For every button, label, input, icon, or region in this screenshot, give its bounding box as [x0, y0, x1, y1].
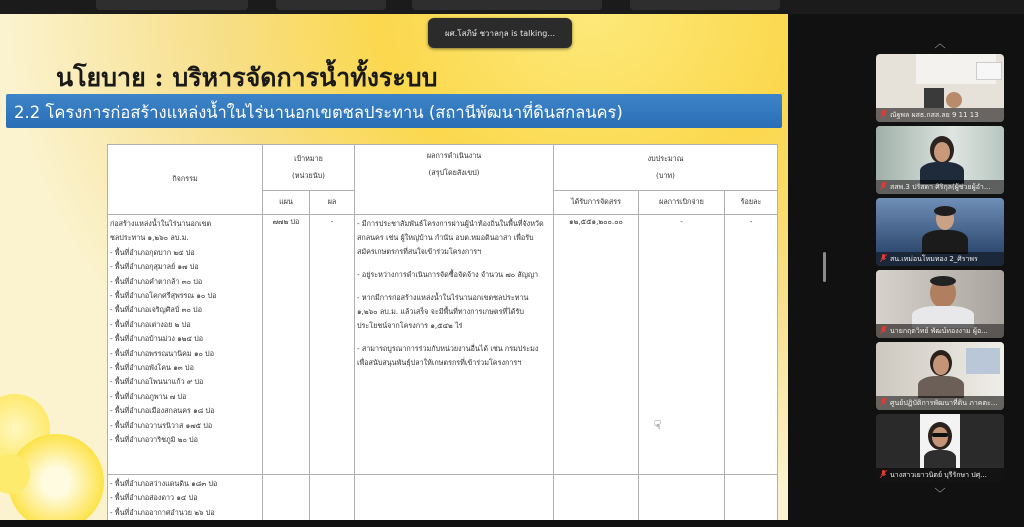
- plan-cell: ๗๗๒ บ่อ: [263, 215, 310, 475]
- mic-muted-icon: [880, 397, 887, 405]
- participant-name-bar: [876, 324, 1004, 338]
- participant-video: [922, 230, 968, 254]
- performance-cell: [355, 215, 554, 475]
- header-performance: [355, 145, 554, 215]
- video-bg: [924, 88, 944, 108]
- active-speaker-banner: ผศ.โสภิษ์ ชวาลกุล is talking...: [428, 18, 572, 48]
- list-item: - พื้นที่อำเภอคำตากล้า ๓๐ บ่อ: [110, 276, 203, 286]
- video-bg: [966, 348, 1000, 374]
- participant-tile[interactable]: [876, 54, 1004, 122]
- mic-muted-icon: [880, 109, 887, 117]
- participant-name: ณัฐพล ผสธ.กสส.ลย 9 11 13: [890, 111, 979, 119]
- list-item: - พื้นที่อำเภอโพนนาแก้ว ๙ บ่อ: [110, 377, 204, 387]
- project-table: [107, 144, 778, 520]
- allocated-cell: [554, 475, 639, 521]
- table-row: [108, 215, 778, 475]
- mic-muted-icon: [880, 253, 887, 261]
- list-item: - พื้นที่อำเภอพรรณนานิคม ๑๐ บ่อ: [110, 348, 215, 358]
- list-item: - พื้นที่อำเภอวาริชภูมิ ๒๐ บ่อ: [110, 435, 198, 445]
- list-item: - พื้นที่อำเภอเมืองสกลนคร ๑๘ บ่อ: [110, 406, 215, 416]
- top-toolbar: [0, 0, 1024, 14]
- header-performance-sub: (สรุปโดยสังเขป): [428, 168, 480, 177]
- activity-list: [110, 477, 260, 520]
- header-disbursed: ผลการเบิกจ่าย: [639, 191, 725, 215]
- participant-video: [933, 355, 949, 375]
- activity-cell: [108, 215, 263, 475]
- participant-video: [932, 427, 948, 447]
- header-budget: [554, 145, 778, 191]
- percent-cell: -: [725, 215, 778, 475]
- participant-name-bar: [876, 108, 1004, 122]
- participant-tile[interactable]: [876, 126, 1004, 194]
- list-item: - พื้นที่อำเภอเจริญศิลป์ ๓๐ บ่อ: [110, 305, 203, 315]
- chevron-up-icon[interactable]: ︿: [934, 37, 946, 50]
- participant-name: นางสาวเยาวนิตย์ บุรีรักษา ปศุ...: [890, 471, 987, 479]
- subtitle-banner: [6, 94, 782, 128]
- panel-resize-handle[interactable]: [823, 252, 826, 282]
- list-item: - พื้นที่อำเภอส่องดาว ๑๔ บ่อ: [110, 493, 198, 503]
- participant-tile[interactable]: [876, 198, 1004, 266]
- list-item: - พื้นที่อำเภอเต่างอย ๒ บ่อ: [110, 319, 191, 329]
- participant-video: [946, 92, 962, 108]
- chevron-down-icon[interactable]: ﹀: [934, 487, 946, 500]
- participant-name: สสพ.3 ปรัสดา ศิริกุล(ผู้ช่วยผู้อำ...: [890, 183, 991, 191]
- participant-tile[interactable]: [876, 342, 1004, 410]
- toolbar-tab[interactable]: [276, 0, 386, 10]
- header-percent: ร้อยละ: [725, 191, 778, 215]
- allocated-cell: ๑๒,๕๕๑,๒๐๐.๐๐: [554, 215, 639, 475]
- participant-video: [934, 142, 950, 162]
- participant-video: [934, 206, 956, 216]
- participant-name-bar: [876, 468, 1004, 482]
- mic-muted-icon: [880, 325, 887, 333]
- participant-tile[interactable]: [876, 414, 1004, 482]
- list-item: ก่อสร้างแหล่งน้ำในไร่นานอกเขต: [110, 219, 212, 228]
- list-item: - พื้นที่อำเภอกุสุมาลย์ ๑๗ บ่อ: [110, 262, 199, 272]
- performance-item: - สามารถบูรณาการร่วมกับหน่วยงานอื่นได้ เช่น กรมประมง เพื่อสนับสนุนพันธุ์ปลาให้เกษตรกรที่เข้าร่วมโครงการฯ: [357, 344, 539, 367]
- hand-cursor-icon: ☟: [654, 418, 662, 432]
- disbursed-cell: [639, 475, 725, 521]
- disbursed-cell: -: [639, 215, 725, 475]
- video-bg: [976, 62, 1002, 80]
- mic-muted-icon: [880, 181, 887, 189]
- header-plan: แผน: [263, 191, 310, 215]
- activity-list: [110, 217, 260, 448]
- slide-title: นโยบาย : บริหารจัดการน้ำทั้งระบบ: [56, 63, 438, 92]
- header-target: [263, 145, 355, 191]
- list-item: - พื้นที่อำเภอบ้านม่วง ๑๒๔ บ่อ: [110, 334, 204, 344]
- header-budget-label: งบประมาณ: [647, 153, 684, 163]
- list-item: - พื้นที่อำเภอวานรนิวาส ๑๗๕ บ่อ: [110, 420, 213, 430]
- participant-video: [924, 450, 956, 468]
- participant-tile[interactable]: [876, 270, 1004, 338]
- slide-subtitle: 2.2 โครงการก่อสร้างแหล่งน้ำในไร่นานอกเขตชลประทาน (สถานีพัฒนาที่ดินสกลนคร): [14, 103, 623, 122]
- performance-item: - มีการประชาสัมพันธ์โครงการผ่านผู้นำท้องถิ่นในพื้นที่จังหวัดสกลนคร เช่น ผู้ใหญ่บ้าน กำนัน อบต.หมอดินอาสา เพื่อรับสมัครเกษตรกรที่สนใจเข้าร่วมโครงการฯ: [357, 219, 544, 256]
- header-activity: กิจกรรม: [108, 145, 263, 215]
- performance-list: [357, 217, 551, 370]
- list-item: ชลประทาน ๑,๒๖๐ ลบ.ม.: [110, 233, 189, 243]
- toolbar-tab[interactable]: [630, 0, 780, 10]
- header-target-label: เป้าหมาย: [294, 153, 323, 163]
- list-item: - พื้นที่อำเภอสว่างแดนดิน ๑๘๓ บ่อ: [110, 479, 218, 488]
- toolbar-tab[interactable]: [412, 0, 602, 10]
- header-budget-unit: (บาท): [656, 170, 675, 180]
- participant-name-bar: [876, 396, 1004, 410]
- list-item: - พื้นที่อำเภอพังโคน ๑๓ บ่อ: [110, 363, 194, 373]
- participant-name-bar: [876, 252, 1004, 266]
- toolbar-tab[interactable]: [96, 0, 248, 10]
- percent-cell: [725, 475, 778, 521]
- result-cell: -: [310, 215, 355, 475]
- table-row: [108, 475, 778, 521]
- participant-video: [918, 376, 964, 398]
- participant-video: [930, 276, 956, 286]
- activity-cell: [108, 475, 263, 521]
- header-performance-label: ผลการดำเนินงาน: [426, 151, 482, 160]
- shared-screen-slide: [0, 14, 788, 520]
- participant-name: ศูนย์ปฏิบัติการพัฒนาที่ดิน ภาคตะ...: [890, 399, 998, 407]
- result-cell: [310, 475, 355, 521]
- performance-item: - หากมีการก่อสร้างแหล่งน้ำในไร่นานอกเขตชลประทาน ๑,๒๖๐ ลบ.ม. แล้วเสร็จ จะมีพื้นที่ทางการเกษตรที่ได้รับประโยชน์จากโครงการ ๑,๕๔๒ ไร่: [357, 293, 529, 330]
- list-item: - พื้นที่อำเภอโคกศรีสุพรรณ ๑๐ บ่อ: [110, 291, 217, 301]
- header-allocated: ได้รับการจัดสรร: [554, 191, 639, 215]
- participant-name: นายกฤตวิทย์ พัฒน์ทองงาม ผู้อ...: [890, 327, 988, 335]
- plan-cell: [263, 475, 310, 521]
- mic-muted-icon: [880, 469, 887, 477]
- performance-item: - อยู่ระหว่างการดำเนินการจัดซื้อจัดจ้าง จำนวน ๗๐ สัญญา: [357, 270, 539, 279]
- participant-name: สน.เหม่อนโหมทอง 2_ศิราพร: [890, 255, 978, 263]
- list-item: - พื้นที่อำเภอกุดบาก ๒๔ บ่อ: [110, 247, 195, 257]
- glasses-icon: [932, 433, 948, 437]
- participant-name-bar: [876, 180, 1004, 194]
- header-result: ผล: [310, 191, 355, 215]
- performance-cell: [355, 475, 554, 521]
- list-item: - พื้นที่อำเภอภูพาน ๗ บ่อ: [110, 391, 187, 401]
- list-item: - พื้นที่อำเภออากาศอำนวย ๒๖ บ่อ: [110, 507, 215, 517]
- header-target-unit: (หน่วยนับ): [292, 170, 325, 180]
